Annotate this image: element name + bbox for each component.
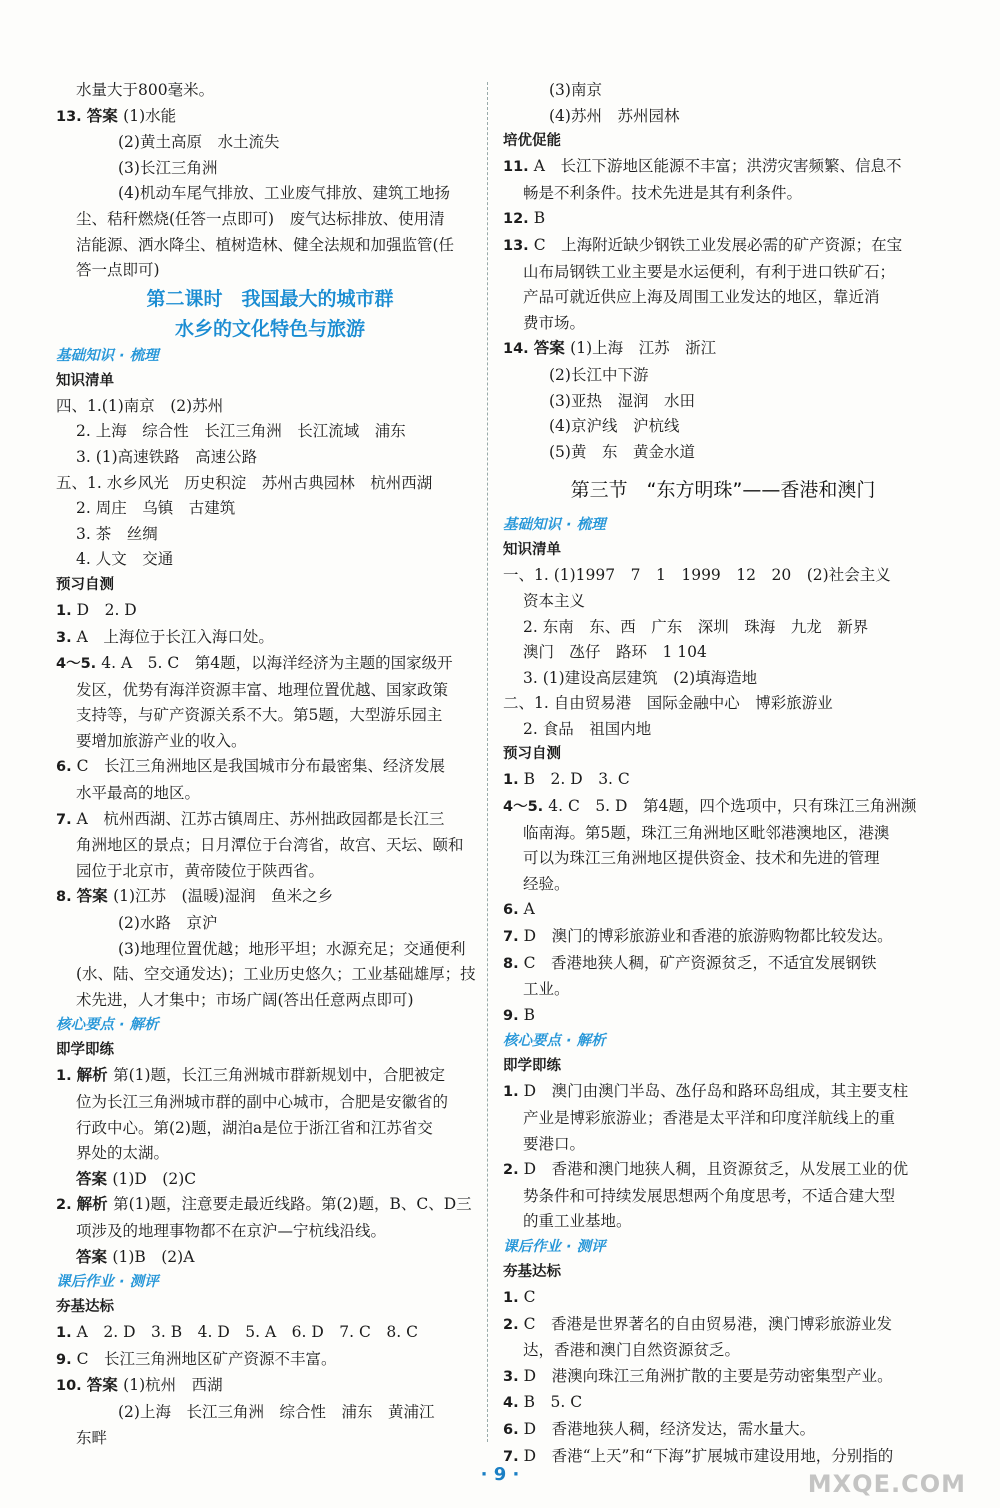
line-text: (2)水路 京沪	[118, 914, 218, 933]
line-text: 临南海。第5题，珠江三角洲地区毗邻港澳地区，港澳	[523, 823, 890, 842]
right-column	[503, 78, 943, 1470]
text-line	[503, 717, 943, 743]
text-line	[503, 1184, 943, 1210]
text-line	[503, 414, 943, 440]
text-line	[56, 781, 484, 807]
lesson2-title-line2	[56, 314, 484, 344]
question-number: 8.	[56, 889, 77, 906]
line-text: A	[523, 900, 535, 919]
line-text: 产品可就近供应上海及周围工业发达的地区，靠近消	[523, 288, 880, 307]
line-text: 达，香港和澳门自然资源贫乏。	[523, 1341, 741, 1360]
line-text: 第三节 “东方明珠”——香港和澳门	[570, 479, 876, 502]
line-text: 费市场。	[523, 313, 586, 332]
question-number: 3.	[503, 1368, 524, 1385]
text-line	[503, 104, 943, 130]
subsection-heading	[56, 1038, 484, 1063]
line-text: C 长江三角洲地区是我国城市分布最密集、经济发展	[76, 757, 446, 776]
text-line	[56, 1141, 484, 1167]
text-line	[56, 1116, 484, 1142]
text-line	[503, 78, 943, 104]
line-text: D 澳门由澳门半岛、氹仔岛和路环岛组成，其主要支柱	[523, 1082, 909, 1101]
answer-label: 答案	[76, 1169, 113, 1188]
line-text: 3. 茶 丝绸	[76, 524, 158, 543]
text-line	[503, 1132, 943, 1158]
question-number: 1.	[503, 1084, 524, 1101]
text-line	[56, 233, 484, 259]
line-text: 二、1. 自由贸易港 国际金融中心 博彩旅游业	[503, 694, 833, 713]
text-line	[503, 589, 943, 615]
subsection-heading	[56, 573, 484, 598]
text-line	[56, 703, 484, 729]
section-heading	[503, 513, 943, 538]
text-line	[56, 419, 484, 445]
line-text: 要增加旅游产业的收入。	[76, 731, 247, 750]
line-text: 2. 上海 综合性 长江三角洲 长江流域 浦东	[76, 422, 406, 441]
question-number: 4.	[503, 1395, 524, 1412]
text-line	[503, 285, 943, 311]
line-text: 可以为珠江三角洲地区提供资金、技术和先进的管理	[523, 849, 880, 868]
section3-title	[503, 475, 943, 505]
text-line	[503, 951, 943, 978]
lesson2-title-line1	[56, 284, 484, 314]
line-text: 一、1. (1)1997 7 1 1999 12 20 (2)社会主义	[503, 566, 891, 585]
question-number: 2.	[56, 1197, 77, 1214]
text-line	[503, 1364, 943, 1391]
line-text: 预习自测	[503, 746, 561, 763]
question-number: 14.	[503, 341, 534, 358]
watermark-logo: MXQE.COM	[807, 1470, 966, 1498]
line-text: 势条件和可持续发展思想两个角度思考，不适合建大型	[523, 1186, 896, 1205]
line-text: 3. (1)建设高层建筑 (2)填海造地	[523, 668, 758, 687]
text-line	[503, 897, 943, 924]
line-text: (1)杭州 西湖	[123, 1376, 223, 1395]
line-text: B 2. D 3. C	[523, 770, 630, 789]
text-line	[56, 258, 484, 284]
line-text: 洁能源、洒水降尘、植树造林、健全法规和加强监管(任	[76, 235, 455, 254]
subsection-heading	[503, 129, 943, 154]
line-text: A 长江下游地区能源不丰富；洪涝灾害频繁、信息不	[533, 157, 902, 176]
text-line	[56, 1320, 484, 1347]
line-text: 要港口。	[523, 1134, 586, 1153]
text-line	[56, 1400, 484, 1426]
section-heading	[503, 1029, 943, 1054]
question-number: 6.	[503, 1421, 524, 1438]
line-text: 术先进，人才集中；市场广阔(答出任意两点即可)	[76, 990, 414, 1009]
answer-label: 解析	[76, 1195, 114, 1214]
text-line	[503, 563, 943, 589]
text-line	[503, 794, 943, 821]
line-text: 的重工业基地。	[523, 1212, 632, 1231]
question-number: 7.	[503, 1448, 524, 1465]
line-text: 课后作业 · 测评	[503, 1238, 606, 1255]
line-text: 4. 人文 交通	[76, 550, 174, 569]
text-line	[503, 977, 943, 1003]
line-text: (1)水能	[123, 106, 177, 125]
question-number: 13.	[503, 237, 534, 254]
left-column	[56, 78, 484, 1451]
question-number: 9.	[503, 1007, 524, 1024]
line-text: 五、1. 水乡风光 历史积淀 苏州古典园林 杭州西湖	[56, 473, 433, 492]
text-line	[56, 1245, 484, 1271]
line-text: C	[523, 1287, 536, 1306]
line-text: 知识清单	[503, 542, 561, 559]
question-number: 6.	[503, 902, 524, 919]
line-text: B 5. C	[523, 1393, 583, 1412]
question-number: 9.	[56, 1351, 77, 1368]
column-divider	[487, 82, 488, 1442]
text-line	[503, 440, 943, 466]
line-text: (4)京沪线 沪杭线	[549, 417, 680, 436]
text-line	[503, 767, 943, 794]
line-text: 角洲地区的景点；日月潭位于台湾省，故宫、天坛、颐和	[76, 836, 464, 855]
text-line	[503, 924, 943, 951]
text-line	[56, 1426, 484, 1452]
line-text: 4. C 5. D 第4题，四个选项中，只有珠江三角洲濒	[548, 797, 917, 816]
text-line	[503, 1209, 943, 1235]
line-text: 项涉及的地理事物都不在京沪—宁杭线沿线。	[76, 1221, 387, 1240]
text-line	[503, 1417, 943, 1444]
text-line	[56, 859, 484, 885]
line-text: 核心要点 · 解析	[503, 1033, 606, 1050]
subsection-heading	[503, 1054, 943, 1079]
section-heading	[56, 1270, 484, 1295]
line-text: 夯基达标	[56, 1299, 114, 1316]
line-text: 3. (1)高速铁路 高速公路	[76, 447, 258, 466]
line-text: (1)B (2)A	[112, 1247, 195, 1266]
line-text: D 澳门的博彩旅游业和香港的旅游购物都比较发达。	[523, 927, 893, 946]
line-text: 核心要点 · 解析	[56, 1017, 159, 1034]
line-text: (2)上海 长江三角洲 综合性 浦东 黄浦江	[118, 1402, 435, 1421]
text-line	[56, 445, 484, 471]
text-line	[56, 807, 484, 834]
text-line	[503, 206, 943, 233]
text-line	[56, 1090, 484, 1116]
line-text: 夯基达标	[503, 1263, 561, 1280]
text-line	[56, 1219, 484, 1245]
text-line	[56, 130, 484, 156]
line-text: D 香港和澳门地狭人稠，且资源贫乏，从发展工业的优	[523, 1160, 909, 1179]
line-text: 东畔	[76, 1428, 108, 1447]
section-heading	[503, 1235, 943, 1260]
line-text: 山布局钢铁工业主要是水运便利，有利于进口铁矿石；	[523, 262, 896, 281]
question-number: 1.	[503, 772, 524, 789]
text-line	[503, 1157, 943, 1184]
line-text: 预习自测	[56, 576, 114, 593]
text-line	[56, 678, 484, 704]
text-line	[503, 615, 943, 641]
text-line	[503, 1312, 943, 1339]
text-line	[503, 154, 943, 181]
line-text: 知识清单	[56, 372, 114, 389]
line-text: 培优促能	[503, 133, 561, 150]
text-line	[503, 363, 943, 389]
text-line	[56, 104, 484, 131]
text-line	[56, 651, 484, 678]
subsection-heading	[503, 538, 943, 563]
section-heading	[56, 344, 484, 369]
text-line	[56, 1373, 484, 1400]
text-line	[56, 156, 484, 182]
line-text: A 上海位于长江入海口处。	[76, 627, 274, 646]
line-text: 水量大于800毫米。	[76, 81, 215, 99]
question-number: 12.	[503, 211, 534, 228]
text-line	[503, 846, 943, 872]
line-text: 位为长江三角洲城市群的副中心城市，合肥是安徽省的	[76, 1093, 449, 1111]
text-line	[56, 598, 484, 625]
question-number: 4～5.	[56, 656, 102, 673]
text-line	[56, 1347, 484, 1374]
text-line	[56, 547, 484, 573]
text-line	[503, 666, 943, 692]
question-number: 2.	[503, 1162, 524, 1179]
question-number: 13.	[56, 108, 87, 125]
line-text: (2)长江中下游	[549, 365, 649, 384]
line-text: 第(1)题，注意要走最近线路。第(2)题，B、C、D三	[113, 1195, 472, 1214]
page-number: · 9 ·	[480, 1464, 520, 1485]
subsection-heading	[503, 1260, 943, 1285]
text-line	[56, 181, 484, 207]
line-text: 基础知识 · 梳理	[56, 347, 159, 364]
section-heading	[56, 1013, 484, 1038]
text-line	[503, 260, 943, 286]
question-number: 7.	[503, 929, 524, 946]
question-number: 6.	[56, 759, 77, 776]
line-text: 水乡的文化特色与旅游	[174, 317, 365, 340]
text-line	[56, 471, 484, 497]
line-text: 畅是不利条件。技术先进是其有利条件。	[523, 183, 803, 202]
text-line	[56, 754, 484, 781]
text-line	[56, 911, 484, 937]
line-text: (1)D (2)C	[112, 1169, 197, 1188]
text-line	[56, 833, 484, 859]
line-text: (3)南京	[549, 81, 602, 99]
line-text: (4)机动车尾气排放、工业废气排放、建筑工地扬	[118, 184, 450, 203]
line-text: 课后作业 · 测评	[56, 1274, 159, 1291]
line-text: 水平最高的地区。	[76, 784, 201, 803]
text-line	[503, 821, 943, 847]
line-text: (5)黄 东 黄金水道	[549, 442, 695, 461]
line-text: 园位于北京市，黄帝陵位于陕西省。	[76, 861, 325, 880]
question-number: 1.	[503, 1289, 524, 1306]
line-text: 第(1)题，长江三角洲城市群新规划中，合肥被定	[113, 1066, 446, 1085]
line-text: C 香港地狭人稠，矿产资源贫乏，不适宜发展钢铁	[523, 953, 877, 972]
text-line	[503, 1003, 943, 1030]
question-number: 2.	[503, 1316, 524, 1333]
subsection-heading	[56, 369, 484, 394]
answer-label: 答案	[76, 1247, 113, 1266]
text-line	[56, 78, 484, 104]
text-line	[503, 1390, 943, 1417]
text-line	[56, 522, 484, 548]
line-text: 工业。	[523, 980, 570, 999]
text-line	[56, 1192, 484, 1219]
line-text: 4. A 5. C 第4题，以海洋经济为主题的国家级开	[101, 654, 453, 673]
answer-label: 答案	[86, 106, 124, 125]
line-text: 基础知识 · 梳理	[503, 517, 606, 534]
text-line	[56, 496, 484, 522]
subsection-heading	[503, 742, 943, 767]
line-text: (1)上海 江苏 浙江	[570, 339, 717, 358]
line-text: D 港澳向珠江三角洲扩散的主要是劳动密集型产业。	[523, 1366, 893, 1385]
line-text: (3)地理位置优越；地形平坦；水源充足；交通便利	[118, 939, 466, 958]
line-text: D 香港地狭人稠，经济发达，需水量大。	[523, 1419, 816, 1438]
text-line	[503, 311, 943, 337]
line-text: 四、1.(1)南京 (2)苏州	[56, 396, 224, 415]
line-text: C 上海附近缺少钢铁工业发展必需的矿产资源；在宝	[533, 235, 903, 254]
text-line	[56, 962, 484, 988]
line-text: 资本主义	[523, 591, 586, 610]
text-line	[503, 389, 943, 415]
text-line	[56, 207, 484, 233]
line-text: (3)亚热 湿润 水田	[549, 391, 695, 410]
text-line	[56, 1167, 484, 1193]
line-text: 尘、秸秆燃烧(任答一点即可) 废气达标排放、使用清	[76, 209, 445, 228]
question-number: 1.	[56, 1068, 77, 1085]
question-number: 1.	[56, 1325, 77, 1342]
text-line	[56, 988, 484, 1014]
line-text: 发区，优势有海洋资源丰富、地理位置优越、国家政策	[76, 680, 449, 699]
line-text: (1)江苏 (温暖)湿润 鱼米之乡	[113, 887, 334, 906]
text-line	[503, 336, 943, 363]
question-number: 8.	[503, 955, 524, 972]
text-line	[503, 691, 943, 717]
line-text: 2. 东南 东、西 广东 深圳 珠海 九龙 新界	[523, 617, 869, 636]
line-text: 支持等，与矿产资源关系不大。第5题，大型游乐园主	[76, 706, 443, 725]
line-text: 答一点即可)	[76, 261, 160, 280]
answer-label: 答案	[86, 1376, 124, 1395]
text-line	[503, 1079, 943, 1106]
line-text: 界处的太湖。	[76, 1144, 170, 1163]
question-number: 3.	[56, 629, 77, 646]
line-text: (4)苏州 苏州园林	[549, 106, 680, 125]
line-text: C 香港是世界著名的自由贸易港，澳门博彩旅游业发	[523, 1314, 893, 1333]
line-text: 2. 周庄 乌镇 古建筑	[76, 499, 236, 518]
line-text: A 2. D 3. B 4. D 5. A 6. D 7. C 8. C	[76, 1323, 418, 1342]
line-text: 2. 食品 祖国内地	[523, 719, 652, 738]
line-text: 第二课时 我国最大的城市群	[146, 287, 394, 310]
line-text: A 杭州西湖、江苏古镇周庄、苏州拙政园都是长江三	[76, 809, 445, 828]
question-number: 10.	[56, 1378, 87, 1395]
question-number: 7.	[56, 811, 77, 828]
line-text: 即学即练	[503, 1058, 561, 1075]
line-text: D 2. D	[76, 600, 137, 619]
line-text: D 香港“上天”和“下海”扩展城市建设用地，分别指的	[523, 1446, 894, 1465]
text-line	[56, 729, 484, 755]
line-text: 即学即练	[56, 1042, 114, 1059]
line-text: 行政中心。第(2)题，湖泊a是位于浙江省和江苏省交	[76, 1118, 433, 1137]
line-text: (水、陆、空交通发达)；工业历史悠久；工业基础雄厚；技	[76, 965, 476, 984]
answer-label: 答案	[533, 339, 571, 358]
line-text: B	[533, 209, 546, 228]
line-text: 澳门 氹仔 路环 1 104	[523, 643, 707, 662]
text-line	[503, 233, 943, 260]
line-text: (3)长江三角洲	[118, 158, 218, 177]
question-number: 1.	[56, 602, 77, 619]
text-line	[56, 625, 484, 652]
answer-label: 解析	[76, 1066, 114, 1085]
line-text: 经验。	[523, 874, 570, 893]
text-line	[503, 640, 943, 666]
question-number: 11.	[503, 159, 534, 176]
text-line	[503, 872, 943, 898]
answer-label: 答案	[76, 887, 114, 906]
text-line	[56, 1063, 484, 1090]
text-line	[56, 937, 484, 963]
text-line	[503, 1338, 943, 1364]
text-line	[56, 884, 484, 911]
text-line	[503, 1285, 943, 1312]
line-text: B	[523, 1005, 536, 1024]
question-number: 4～5.	[503, 799, 549, 816]
line-text: C 长江三角洲地区矿产资源不丰富。	[76, 1349, 337, 1368]
text-line	[56, 394, 484, 420]
text-line	[503, 181, 943, 207]
line-text: (2)黄土高原 水土流失	[118, 133, 280, 152]
line-text: 产业是博彩旅游业；香港是太平洋和印度洋航线上的重	[523, 1109, 896, 1127]
text-line	[503, 1106, 943, 1132]
subsection-heading	[56, 1295, 484, 1320]
